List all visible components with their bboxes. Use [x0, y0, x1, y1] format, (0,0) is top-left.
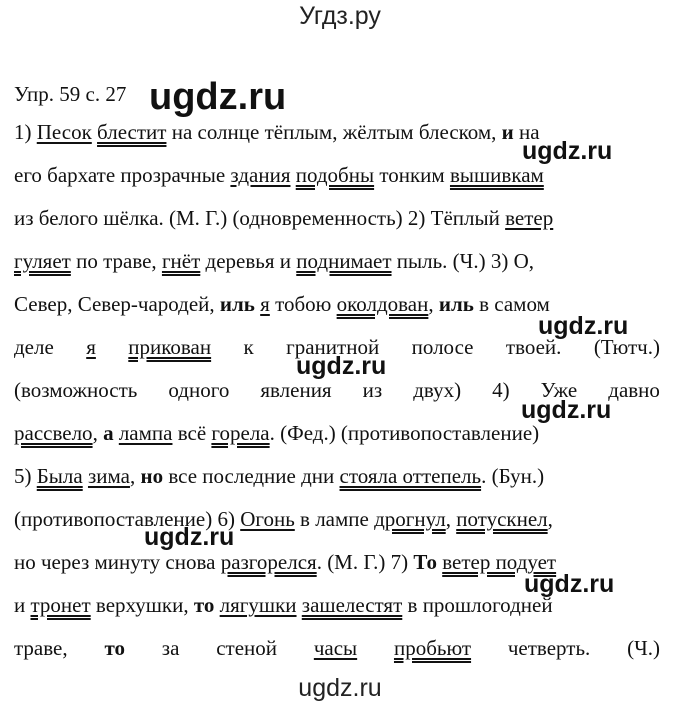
- predicate-word: стояла оттепель: [339, 464, 482, 488]
- text-word: четверть.: [507, 636, 591, 660]
- text-word: полосе: [411, 335, 474, 359]
- text-segment: деревья и: [200, 249, 297, 273]
- text-segment: ,: [445, 507, 457, 531]
- predicate-word: Была: [36, 464, 83, 488]
- watermark: ugdz.ru: [144, 523, 235, 551]
- text-segment: 5): [14, 464, 37, 488]
- text-segment: его бархате прозрачные: [14, 163, 231, 187]
- watermark: ugdz.ru: [296, 352, 387, 380]
- text-segment: на солнце тёплым, жёлтым блеском,: [166, 120, 502, 144]
- text-segment: . (М. Г.) 7): [316, 550, 414, 574]
- conjunction-word: то: [104, 636, 125, 660]
- text-segment: ,: [92, 421, 104, 445]
- subject-word: Огонь: [240, 507, 295, 531]
- text-word: за: [161, 636, 180, 660]
- subject-word: лампа: [118, 421, 173, 445]
- text-segment: (противопоставление) 6): [14, 507, 241, 531]
- text-word: (Ч.): [627, 636, 660, 660]
- subject-word: здания: [230, 163, 291, 187]
- text-segment: ,: [428, 292, 439, 316]
- text-line: [14, 204, 660, 232]
- text-segment: . (Бун.): [481, 464, 545, 488]
- predicate-word: блестит: [97, 120, 167, 144]
- text-segment: в самом: [473, 292, 550, 316]
- conjunction-word: то: [193, 593, 215, 617]
- predicate-word: поднимает: [296, 249, 392, 273]
- text-word: (возможность: [14, 378, 138, 402]
- text-word: одного: [168, 378, 230, 402]
- text-segment: в лампе: [294, 507, 375, 531]
- text-word: твоей.: [505, 335, 562, 359]
- conjunction-word: То: [413, 550, 437, 574]
- predicate-word: вышивкам: [449, 163, 544, 187]
- predicate-word: ветер подует: [442, 550, 557, 574]
- text-word: давно: [608, 378, 660, 402]
- text-line: [14, 634, 660, 662]
- text-word: стеной: [216, 636, 278, 660]
- text-word: деле: [14, 335, 54, 359]
- text-segment: тонким: [374, 163, 450, 187]
- text-word: траве,: [14, 636, 68, 660]
- predicate-word: рассвело: [14, 421, 93, 445]
- watermark: ugdz.ru: [538, 312, 629, 340]
- text-word: гранитной: [286, 335, 380, 359]
- exercise-label: Упр. 59 с. 27: [14, 82, 127, 106]
- text-line: [14, 505, 660, 533]
- conjunction-word: и: [501, 120, 514, 144]
- subject-word: я: [260, 292, 270, 316]
- subject-word: ветер: [505, 206, 554, 230]
- watermark: ugdz.ru: [521, 396, 612, 424]
- text-segment: пыль. (Ч.) 3) О,: [391, 249, 534, 273]
- text-segment: 1): [14, 120, 37, 144]
- conjunction-word: но: [140, 464, 164, 488]
- conjunction-word: иль: [438, 292, 474, 316]
- predicate-word: горела: [211, 421, 270, 445]
- text-word: двух): [413, 378, 462, 402]
- predicate-word: гнёт: [161, 249, 201, 273]
- predicate-word: разгорелся: [220, 550, 317, 574]
- text-segment: на: [513, 120, 540, 144]
- subject-word: я: [86, 335, 96, 359]
- predicate-word: зашелестят: [301, 593, 403, 617]
- predicate-word: тронет: [30, 593, 91, 617]
- text-line: [14, 462, 660, 490]
- predicate-word: подобны: [295, 163, 375, 187]
- conjunction-word: иль: [219, 292, 255, 316]
- subject-word: лягушки: [219, 593, 297, 617]
- text-segment: по траве,: [70, 249, 162, 273]
- predicate-word: потускнел: [456, 507, 548, 531]
- text-word: 4): [492, 378, 510, 402]
- predicate-word: гуляет: [14, 249, 71, 273]
- text-segment: но через минуту снова: [14, 550, 221, 574]
- text-line: [14, 247, 660, 275]
- text-segment: . (Фед.) (противопоставление): [269, 421, 540, 445]
- text-segment: и: [14, 593, 31, 617]
- text-segment: все последние дни: [163, 464, 340, 488]
- text-word: явления: [260, 378, 332, 402]
- text-segment: всё: [172, 421, 212, 445]
- watermark: ugdz.ru: [524, 570, 615, 598]
- text-segment: из белого шёлка. (М. Г.) (одновременность) 2) Тёплый: [14, 206, 506, 230]
- predicate-word: дрогнул: [374, 507, 446, 531]
- predicate-word: прикован: [128, 335, 212, 359]
- site-footer: ugdz.ru: [298, 674, 382, 702]
- text-segment: верхушки,: [90, 593, 194, 617]
- subject-word: зима: [87, 464, 130, 488]
- text-segment: ,: [547, 507, 553, 531]
- text-segment: Север, Север-чародей,: [14, 292, 220, 316]
- text-word: Уже: [540, 378, 578, 402]
- text-word: к: [243, 335, 254, 359]
- watermark: ugdz.ru: [149, 76, 287, 118]
- text-word: из: [362, 378, 383, 402]
- watermark: ugdz.ru: [522, 137, 613, 165]
- site-header: Угдз.ру: [299, 2, 381, 30]
- predicate-word: околдован: [336, 292, 429, 316]
- subject-word: часы: [313, 636, 358, 660]
- conjunction-word: а: [103, 421, 114, 445]
- predicate-word: пробьют: [393, 636, 472, 660]
- text-segment: ,: [129, 464, 141, 488]
- text-segment: тобою: [269, 292, 337, 316]
- subject-word: Песок: [36, 120, 92, 144]
- text-word: (Тютч.): [593, 335, 660, 359]
- text-segment: в прошлогодней: [402, 593, 553, 617]
